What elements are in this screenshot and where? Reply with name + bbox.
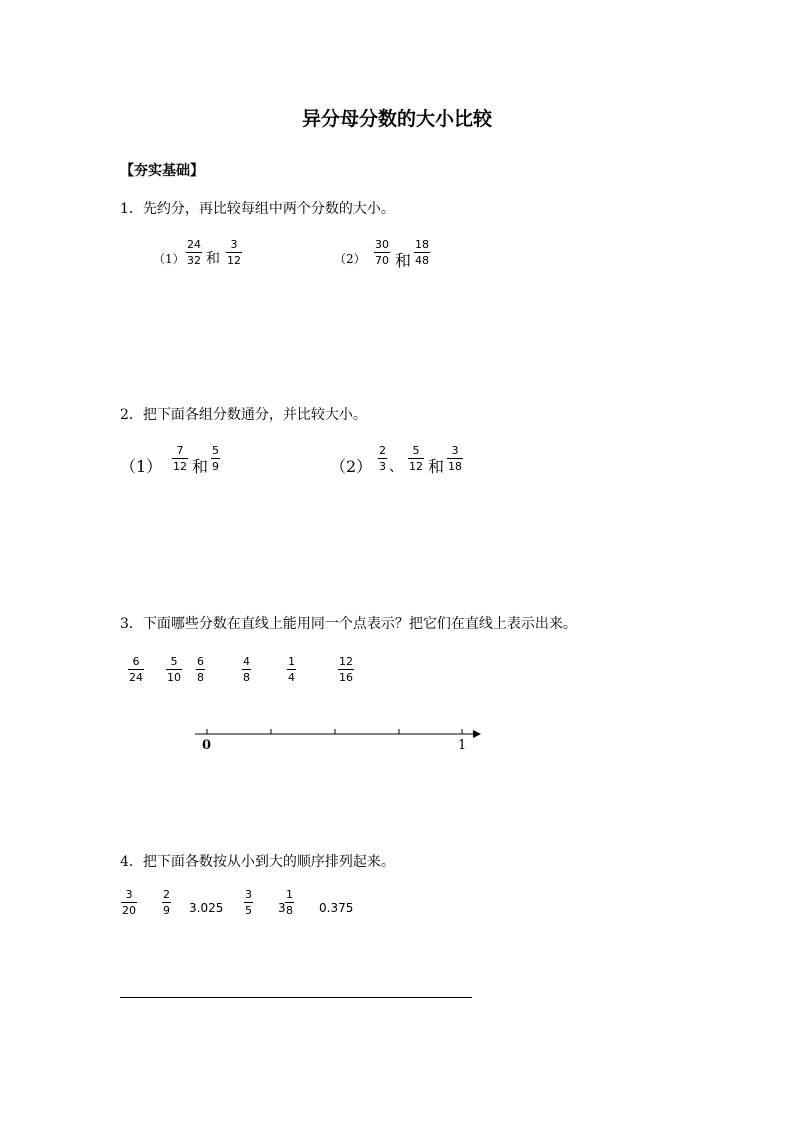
numerator: 5 bbox=[412, 444, 420, 457]
number-line-start-label: 0 bbox=[202, 738, 212, 753]
q2-part2-fraction-a bbox=[378, 444, 387, 473]
numerator: 12 bbox=[339, 655, 353, 668]
q3-fraction bbox=[242, 655, 251, 684]
q3-fraction bbox=[128, 655, 144, 684]
q4-fraction bbox=[121, 888, 137, 917]
q1-part1-fraction-b bbox=[226, 238, 242, 267]
q4-fraction bbox=[162, 888, 171, 917]
numerator: 3 bbox=[125, 888, 133, 901]
q1-part2-fraction-a bbox=[374, 238, 390, 267]
denominator: 12 bbox=[173, 460, 187, 473]
question-2-label: 2．把下面各组分数通分，并比较大小。 bbox=[120, 407, 367, 423]
q3-fraction bbox=[196, 655, 205, 684]
q3-fraction bbox=[338, 655, 354, 684]
q2-part1-fraction-b bbox=[211, 444, 220, 473]
q1-part2-index: （2） bbox=[334, 252, 366, 266]
numerator: 3 bbox=[451, 444, 459, 457]
denominator: 9 bbox=[163, 904, 170, 917]
number-line bbox=[195, 724, 485, 744]
section-heading: 【夯实基础】 bbox=[120, 163, 204, 179]
denominator: 24 bbox=[129, 671, 143, 684]
q1-part1-and: 和 bbox=[206, 251, 220, 267]
denominator: 4 bbox=[288, 671, 295, 684]
numerator: 1 bbox=[288, 655, 295, 668]
q4-decimal: 3.025 bbox=[189, 901, 224, 915]
denominator: 70 bbox=[375, 254, 389, 267]
q3-fraction bbox=[166, 655, 182, 684]
numerator: 5 bbox=[170, 655, 178, 668]
denominator: 12 bbox=[227, 254, 241, 267]
numerator: 2 bbox=[163, 888, 170, 901]
q2-part1-index: （1） bbox=[120, 457, 163, 476]
q2-part2-index: （2） bbox=[330, 457, 373, 476]
denominator: 18 bbox=[448, 460, 462, 473]
denominator: 8 bbox=[286, 904, 293, 917]
q2-part2-separator: 、 bbox=[389, 459, 403, 475]
page-title: 异分母分数的大小比较 bbox=[301, 108, 492, 130]
q4-mixed-whole: 3 bbox=[278, 901, 286, 915]
denominator: 10 bbox=[167, 671, 181, 684]
numerator: 1 bbox=[286, 888, 293, 901]
denominator: 8 bbox=[197, 671, 204, 684]
numerator: 6 bbox=[197, 655, 204, 668]
denominator: 9 bbox=[212, 460, 219, 473]
q1-part1-fraction-a bbox=[186, 238, 202, 267]
q3-fraction bbox=[287, 655, 296, 684]
q4-fraction bbox=[244, 888, 253, 917]
q2-part2-fraction-b bbox=[408, 444, 424, 473]
denominator: 3 bbox=[379, 460, 386, 473]
q2-part2-fraction-c bbox=[447, 444, 463, 473]
q1-part1-index: （1） bbox=[153, 252, 185, 266]
q1-part2-and: 和 bbox=[395, 251, 412, 270]
denominator: 5 bbox=[245, 904, 252, 917]
numerator: 7 bbox=[176, 444, 184, 457]
q4-mixed-fraction bbox=[285, 888, 294, 917]
number-line-end-label: 1 bbox=[458, 738, 467, 753]
question-3-label: 3．下面哪些分数在直线上能用同一个点表示？把它们在直线上表示出来。 bbox=[120, 616, 577, 632]
denominator: 20 bbox=[122, 904, 136, 917]
answer-line[interactable] bbox=[120, 997, 472, 998]
arrow-right-icon bbox=[473, 730, 481, 738]
q2-part1-fraction-a bbox=[172, 444, 188, 473]
question-4-label: 4．把下面各数按从小到大的顺序排列起来。 bbox=[120, 854, 395, 870]
denominator: 12 bbox=[409, 460, 423, 473]
numerator: 6 bbox=[132, 655, 140, 668]
q2-part1-and: 和 bbox=[192, 457, 209, 476]
numerator: 5 bbox=[212, 444, 219, 457]
numerator: 3 bbox=[245, 888, 252, 901]
question-1-label: 1．先约分，再比较每组中两个分数的大小。 bbox=[120, 201, 395, 217]
q2-part2-and: 和 bbox=[428, 457, 445, 476]
numerator: 3 bbox=[230, 238, 238, 251]
numerator: 2 bbox=[379, 444, 386, 457]
denominator: 48 bbox=[415, 254, 429, 267]
q4-decimal: 0.375 bbox=[319, 901, 354, 915]
numerator: 30 bbox=[375, 238, 389, 251]
q1-part2-fraction-b bbox=[414, 238, 430, 267]
denominator: 8 bbox=[243, 671, 250, 684]
numerator: 4 bbox=[243, 655, 250, 668]
numerator: 18 bbox=[415, 238, 429, 251]
denominator: 16 bbox=[339, 671, 353, 684]
numerator: 24 bbox=[187, 238, 201, 251]
denominator: 32 bbox=[187, 254, 201, 267]
